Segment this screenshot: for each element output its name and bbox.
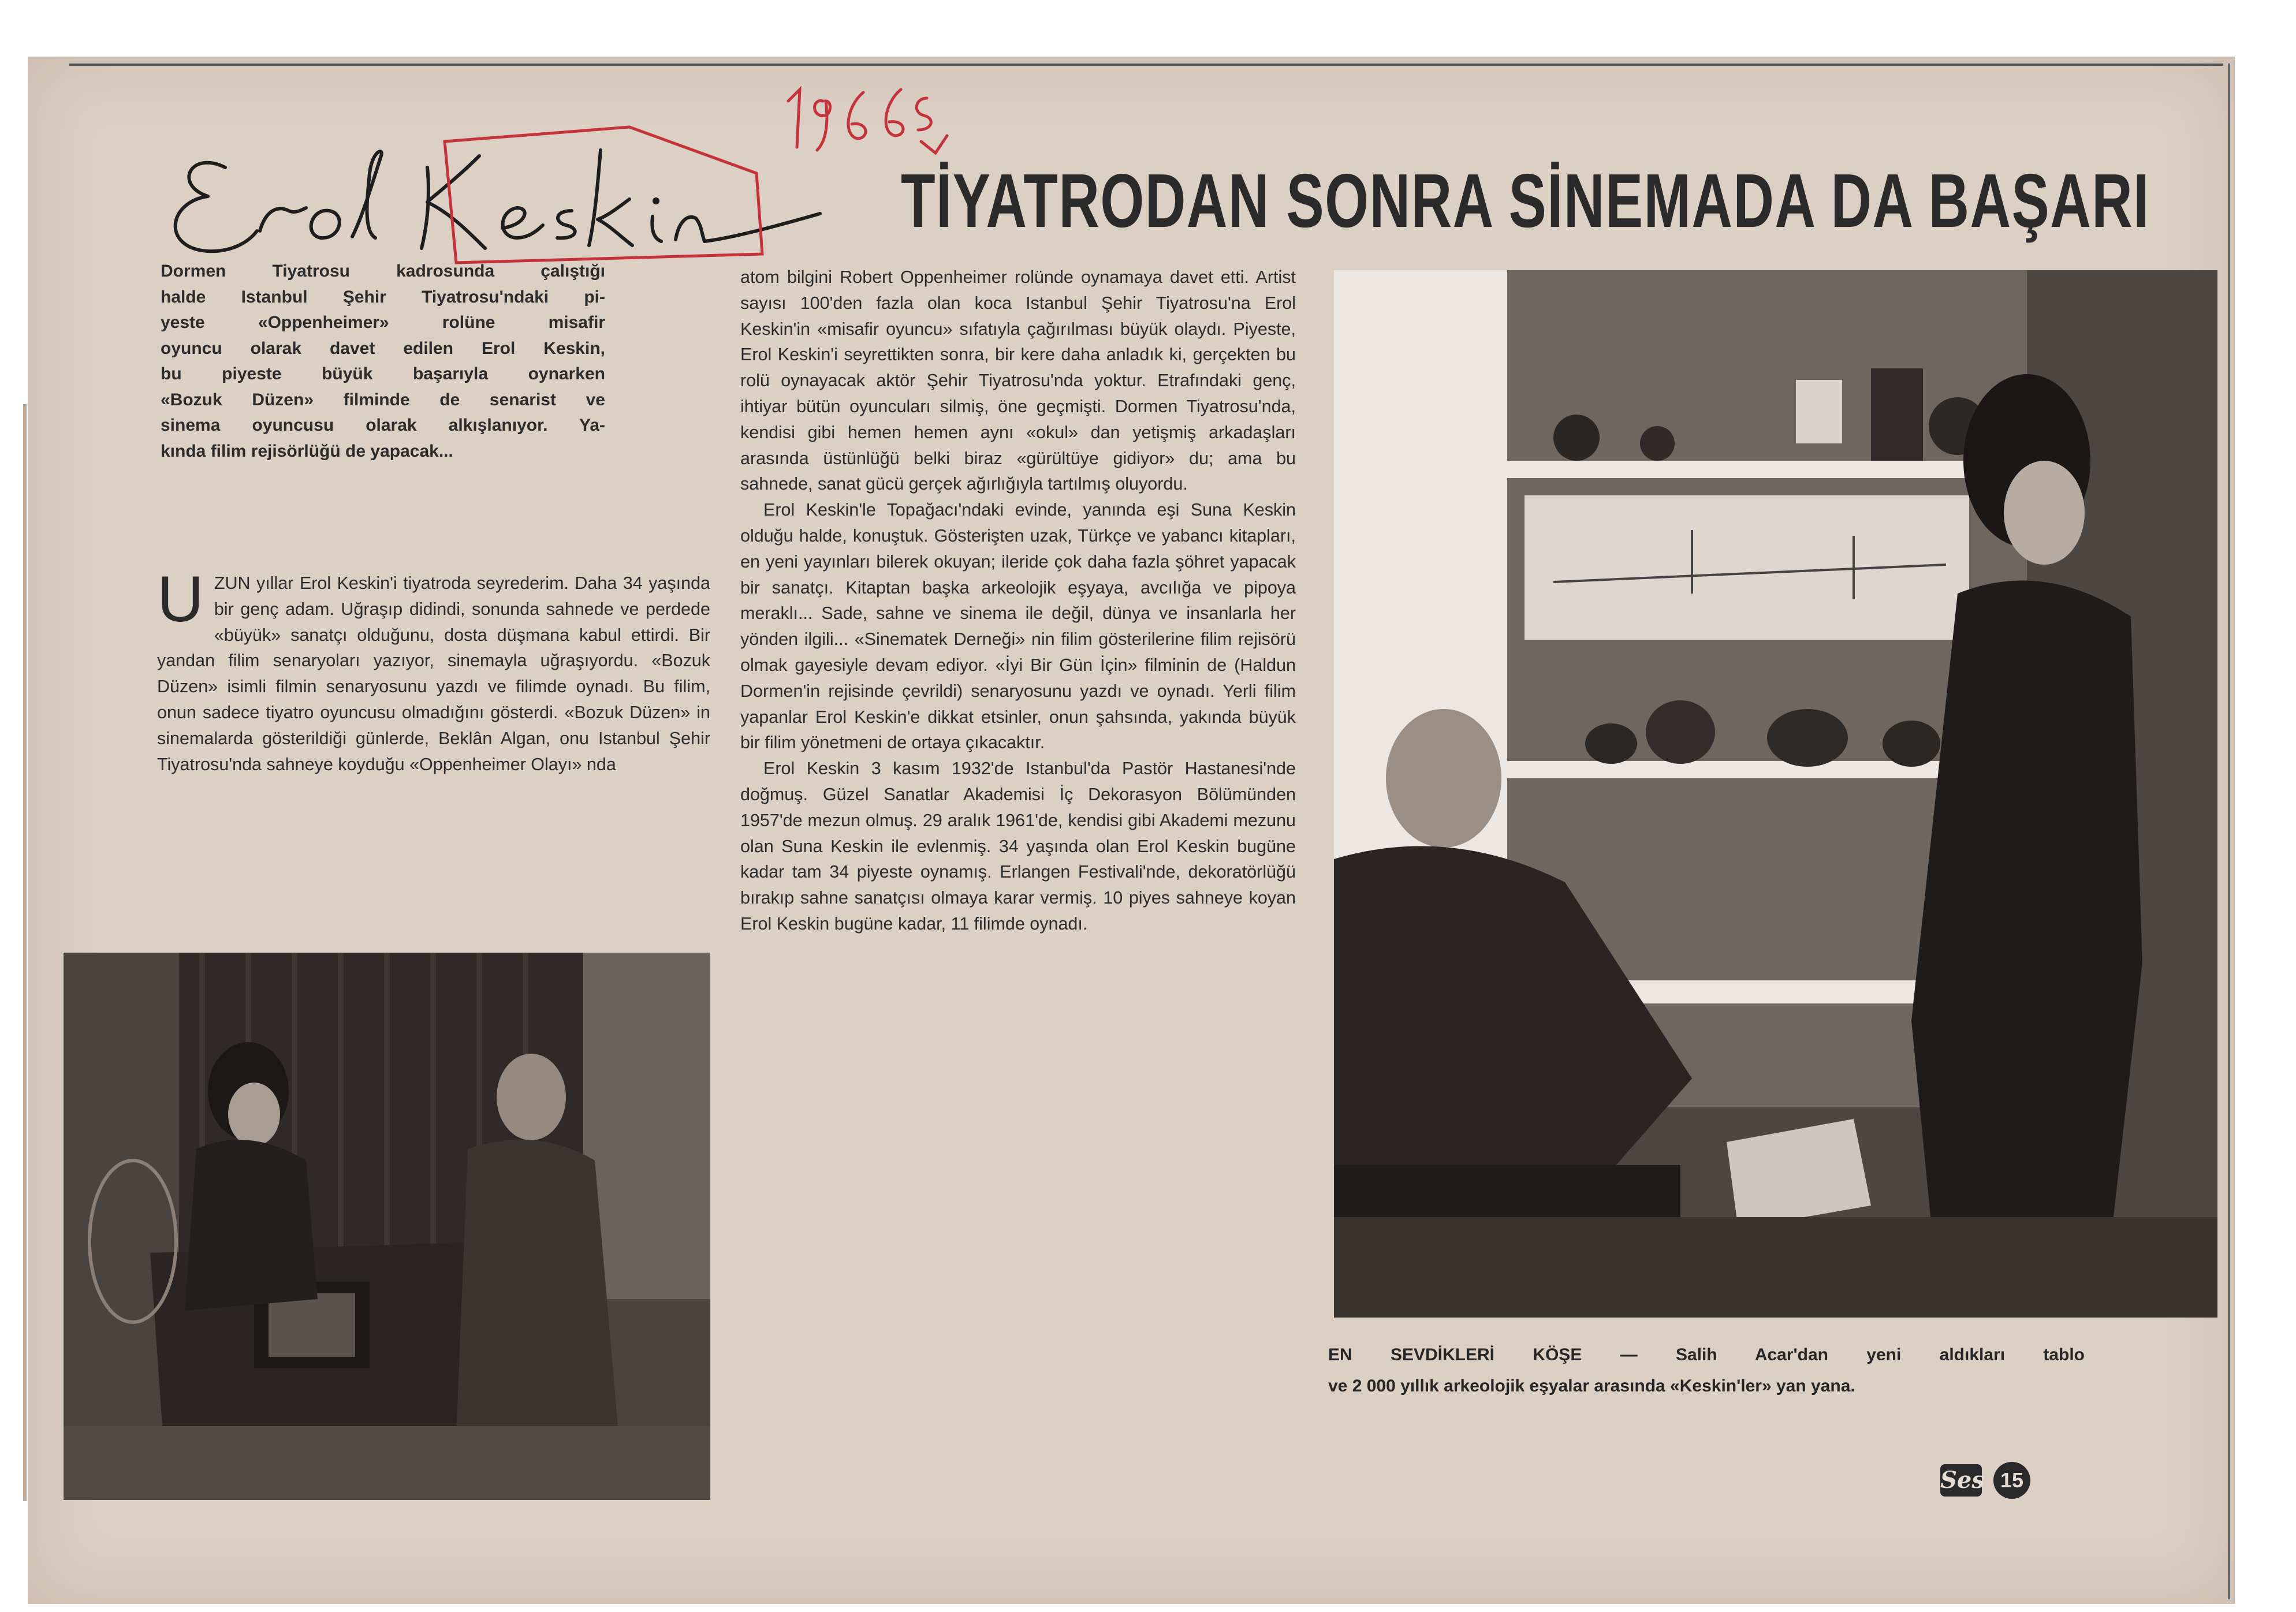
handwritten-year-note — [777, 66, 961, 159]
lead-line: kında filim rejisörlüğü de yapacak... — [161, 441, 453, 461]
lead-line: oyuncu olarak davet edilen Erol Keskin, — [161, 338, 605, 358]
lead-line: halde Istanbul Şehir Tiyatrosu'ndaki pi- — [161, 287, 605, 307]
left-body-column — [157, 563, 710, 777]
left-edge-shadow — [23, 404, 27, 1501]
body-paragraph: ZUN yıllar Erol Keskin'i tiyatroda seyrederim. Daha 34 yaşında bir genç adam. Uğraşıp didindi, sonunda sahnede ve perdede «büyük» sanatçı olduğunu, dosta düşmana kabul ettirdi. Bir yandan filim senaryoları yazıyor, sinemayla uğraşıyordu. «Bozuk Düzen» isimli filmin senaryosunu yazdı ve filimde oynadı. Bu filim, onun sadece tiyatro oyuncusu olmadığını gösterdi. «Bozuk Düzen» in sinemalarda gösterildiği günlerde, Beklân Algan, onu Istanbul Şehir Tiyatrosu'nda sahneye koyduğu «Oppenheimer Olayı» nda — [157, 573, 710, 774]
handwritten-signature — [156, 87, 826, 271]
headline: TİYATRODAN SONRA SİNEMADA DA BAŞARI — [901, 158, 2150, 243]
caption-line: EN SEVDİKLERİ KÖŞE — Salih Acar'dan yeni aldıkları tablo — [1328, 1345, 2085, 1364]
caption-line: ve 2 000 yıllık arkeolojik eşyalar arasında «Keskin'ler» yan yana. — [1328, 1376, 1855, 1395]
magazine-logo: Ses — [1940, 1464, 1982, 1497]
body-paragraph: atom bilgini Robert Oppenheimer rolünde oynamaya davet etti. Artist sayısı 100'den fazla olan koca Istanbul Şehir Tiyatrosu'na Erol Keskin'in «misafir oyuncu» sıfatıyla çağırılması büyük olaydı. Piyeste, Erol Keskin'i seyrettikten sonra, bir kere daha anladık ki, gerçekten bu rolü oynayacak aktör Şehir Tiyatrosu'nda yoktur. Etrafındaki genç, ihtiyar bütün oyuncuları silmiş, öne geçmişti. Dormen Tiyatrosu'nda, kendisi gibi hemen hemen aynı «okul» dan yetişmiş arkadaşları arasında üstünlüğü belki biraz «gürültüye gidiyor» du; ama bu sahnede, sanat gücü gerçek ağırlığıyla tartılmış oluyordu. — [740, 267, 1296, 494]
lead-line: «Bozuk Düzen» filminde de senarist ve — [161, 390, 605, 409]
photo-couple-at-home — [1334, 270, 2217, 1318]
top-rule — [69, 64, 2223, 66]
body-paragraph: Erol Keskin 3 kasım 1932'de Istanbul'da Pastör Hastanesi'nde doğmuş. Güzel Sanatlar Akademisi İç Dekorasyon Bölümünden 1957'de mezun olmuş. 29 aralık 1961'de, kendisi gibi Akademi mezunu olan Suna Keskin ile evlenmiş. 34 yaşında olan Erol Keskin bugüne kadar tam 34 piyeste oynamış. Erlangen Festivali'nde, dekoratörlüğü bırakıp sahne sanatçısı olmaya karar vermiş. 10 piyes sahneye koyan Erol Keskin bugüne kadar, 11 filimde oynadı. — [740, 759, 1296, 934]
right-rule — [2228, 64, 2230, 1599]
body-paragraph: Erol Keskin'le Topağacı'ndaki evinde, yanında eşi Suna Keskin olduğu halde, konuştuk. Gösterişten uzak, Türkçe ve yabancı kitapları, en yeni yayınları bilerek okuyan; ileride çok daha fazla şöhret yapacak bir sanatçı. Kitaptan başka arkeolojik eşyaya, avcılığa ve pipoya meraklı... Sade, sahne ve sinema ile değil, dünya ve insanlarla her yönden ilgili... «Sinematek Derneği» nin filim gösterilerine filim rejisörü olmak gayesiyle devam ediyor. «İyi Bir Gün İçin» filminin de (Haldun Dormen'in rejisinde çevrildi) senaryosunu yazdı ve oynadı. Yerli filim yapanlar Erol Keskin'e dikkat etsinler, onun şahsında, yakında büyük bir filim yönetmeni de ortaya çıkacaktır. — [740, 500, 1296, 753]
lead-line: yeste «Oppenheimer» rolüne misafir — [161, 313, 605, 332]
lead-line: Dormen Tiyatrosu kadrosunda çalıştığı — [161, 262, 605, 281]
photo-caption — [1328, 1339, 2085, 1402]
lead-line: bu piyeste büyük başarıyla oynarken — [161, 364, 605, 383]
page-number: 15 — [1993, 1462, 2030, 1499]
photo-couple-at-table — [64, 953, 710, 1500]
lead-paragraph — [161, 259, 605, 464]
middle-body-column — [740, 264, 1296, 937]
lead-line: sinema oyuncusu olarak alkışlanıyor. Ya- — [161, 416, 605, 435]
drop-cap: U — [157, 563, 204, 635]
